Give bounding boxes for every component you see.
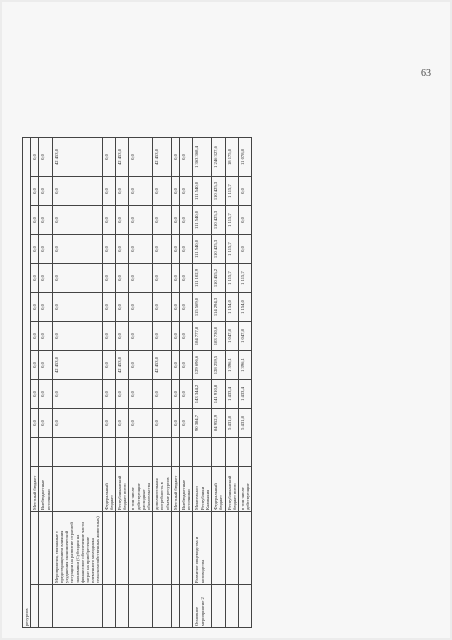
cell-activity: [180, 585, 193, 628]
cell-value: 0,0: [39, 206, 52, 235]
cell-activity: [116, 585, 129, 628]
cell-value: 0,0: [102, 293, 115, 322]
cell-value: 0,0: [102, 138, 115, 177]
cell-value: 0,0: [31, 138, 39, 177]
cell-value: [39, 438, 52, 467]
cell-value: 0,0: [39, 380, 52, 409]
cell-value: 0,0: [102, 351, 115, 380]
cell-value: 0,0: [31, 264, 39, 293]
cell-value: 0,0: [153, 264, 172, 293]
cell-value: 0,0: [129, 235, 153, 264]
cell-value: 11 078,8: [238, 138, 251, 177]
cell-value: 0,0: [129, 322, 153, 351]
cell-value: 0,0: [52, 409, 102, 438]
cell-value: 143 344,2: [193, 380, 212, 409]
cell-value: 1 047,8: [225, 322, 238, 351]
cell-value: 1 433,4: [238, 380, 251, 409]
cell-value: 110 425,3: [212, 235, 225, 264]
cell-value: 5 431,8: [238, 409, 251, 438]
cell-value: 129 696,6: [193, 351, 212, 380]
cell-value: 111 540,0: [193, 177, 212, 206]
page-number: 63: [421, 68, 431, 79]
cell-value: 0,0: [171, 409, 179, 438]
table-row: [116, 138, 129, 628]
cell-source: в том числе действующие: [238, 467, 251, 512]
cell-value: 0,0: [31, 351, 39, 380]
cell-value: 0,0: [171, 177, 179, 206]
table-row: [102, 138, 115, 628]
cell-value: 110 455,2: [212, 264, 225, 293]
cell-value: 1 047,8: [238, 322, 251, 351]
cell-value: 0,0: [39, 138, 52, 177]
cell-source: дополнительная потребность в объеме ресурсов: [153, 467, 172, 512]
cell-value: 0,0: [116, 264, 129, 293]
table-row: [153, 138, 172, 628]
cell-description: [238, 512, 251, 585]
table-row: [171, 138, 179, 628]
cell-value: 0,0: [31, 293, 39, 322]
cell-activity: [52, 585, 102, 628]
cell-source: Республиканский бюджет всего: [116, 467, 129, 512]
cell-value: 1 246 327,6: [212, 138, 225, 177]
cell-activity: [129, 585, 153, 628]
cell-value: 0,0: [116, 177, 129, 206]
cell-value: 0,0: [129, 293, 153, 322]
cell-activity: Основное мероприятие 2: [193, 585, 212, 628]
cell-value: 0,0: [129, 351, 153, 380]
cell-value: [129, 438, 153, 467]
cell-value: 0,0: [102, 177, 115, 206]
cell-value: 141 910,8: [212, 380, 225, 409]
cell-value: [238, 438, 251, 467]
cell-value: 111 540,0: [193, 206, 212, 235]
cell-value: 84 952,9: [212, 409, 225, 438]
cell-value: 0,0: [52, 293, 102, 322]
table-row: [52, 138, 102, 628]
cell-value: 128 259,5: [212, 351, 225, 380]
cell-value: 0,0: [153, 235, 172, 264]
cell-value: 0,0: [31, 322, 39, 351]
cell-value: 111 540,0: [193, 235, 212, 264]
cell-source: [52, 467, 102, 512]
cell-value: 0,0: [180, 235, 193, 264]
cell-value: 0,0: [102, 206, 115, 235]
cell-source: Федеральный бюджет: [212, 467, 225, 512]
cell-value: 0,0: [52, 235, 102, 264]
cell-value: 0,0: [31, 206, 39, 235]
cell-activity: [102, 585, 115, 628]
cell-value: 0,0: [31, 235, 39, 264]
cell-value: 110 425,3: [212, 177, 225, 206]
cell-value: 42 453,0: [52, 138, 102, 177]
cell-value: 0,0: [129, 206, 153, 235]
cell-value: 1 115,7: [225, 177, 238, 206]
cell-value: 0,0: [39, 235, 52, 264]
cell-value: 0,0: [102, 322, 115, 351]
header-fragment: ресурсов: [23, 138, 31, 628]
cell-value: 0,0: [39, 409, 52, 438]
cell-value: 0,0: [39, 351, 52, 380]
cell-value: 5 431,8: [225, 409, 238, 438]
cell-value: 0,0: [171, 264, 179, 293]
cell-value: 111 102,9: [193, 264, 212, 293]
table-row: [193, 138, 212, 628]
cell-source: в том числе действующие расходные обязательства: [129, 467, 153, 512]
cell-value: 0,0: [129, 380, 153, 409]
cell-value: 0,0: [116, 380, 129, 409]
cell-description: [102, 512, 115, 585]
cell-value: 42 453,0: [116, 138, 129, 177]
cell-value: 0,0: [116, 293, 129, 322]
table-row: [129, 138, 153, 628]
cell-description: [171, 512, 179, 585]
cell-value: 42 453,0: [116, 351, 129, 380]
cell-value: 0,0: [153, 206, 172, 235]
cell-description: [116, 512, 129, 585]
cell-value: 0,0: [31, 380, 39, 409]
cell-description: [212, 512, 225, 585]
cell-value: 1 433,4: [225, 380, 238, 409]
cell-description: [129, 512, 153, 585]
cell-value: [171, 438, 179, 467]
cell-description: [180, 512, 193, 585]
cell-value: 0,0: [31, 177, 39, 206]
cell-value: 0,0: [238, 206, 251, 235]
cell-value: 0,0: [52, 322, 102, 351]
cell-value: [116, 438, 129, 467]
cell-value: 0,0: [238, 177, 251, 206]
table-row: [39, 138, 52, 628]
cell-value: 0,0: [102, 264, 115, 293]
cell-value: 1 115,7: [238, 264, 251, 293]
cell-value: [180, 438, 193, 467]
cell-value: 0,0: [180, 322, 193, 351]
table-row: [180, 138, 193, 628]
cell-description: [153, 512, 172, 585]
cell-value: 0,0: [129, 409, 153, 438]
cell-value: [225, 438, 238, 467]
cell-value: 0,0: [171, 380, 179, 409]
cell-value: 0,0: [31, 409, 39, 438]
cell-value: 183 730,0: [212, 322, 225, 351]
cell-value: 0,0: [153, 322, 172, 351]
cell-value: 0,0: [39, 177, 52, 206]
cell-description: [39, 512, 52, 585]
cell-source: Минсельхоз Республики Калмыкия: [193, 467, 212, 512]
cell-value: 110 425,3: [212, 206, 225, 235]
cell-source: Внебюджетные источники: [180, 467, 193, 512]
cell-value: 0,0: [153, 293, 172, 322]
cell-value: 1 396,1: [238, 351, 251, 380]
cell-value: 0,0: [116, 235, 129, 264]
cell-activity: [212, 585, 225, 628]
cell-description: [31, 512, 39, 585]
cell-activity: [153, 585, 172, 628]
cell-value: 0,0: [180, 380, 193, 409]
cell-activity: [238, 585, 251, 628]
cell-value: 42 453,0: [153, 351, 172, 380]
cell-value: 0,0: [171, 206, 179, 235]
cell-value: 0,0: [129, 138, 153, 177]
cell-value: 184 777,8: [193, 322, 212, 351]
cell-source: Местный бюджет: [31, 467, 39, 512]
cell-description: Развитие овцеводства и козоводства: [193, 512, 212, 585]
cell-value: [52, 438, 102, 467]
cell-value: 1 115,7: [225, 206, 238, 235]
cell-value: 0,0: [180, 351, 193, 380]
cell-value: 115 569,0: [193, 293, 212, 322]
cell-value: 0,0: [52, 177, 102, 206]
cell-value: 0,0: [102, 409, 115, 438]
cell-description: Мероприятия, связанные с предотвращением влияния ухудшения экономической ситуации на развитие отраслей экономики (Субсидия на финансовое обеспечение части затрат на приобретение племенного молодняка сельскохозяйственных животных): [52, 512, 102, 585]
cell-value: 0,0: [171, 235, 179, 264]
cell-activity: [225, 585, 238, 628]
cell-value: 0,0: [171, 138, 179, 177]
cell-value: 114 294,3: [212, 293, 225, 322]
cell-value: 0,0: [180, 293, 193, 322]
cell-activity: [39, 585, 52, 628]
cell-value: 90 384,7: [193, 409, 212, 438]
cell-value: 1 363 368,4: [193, 138, 212, 177]
cell-value: [153, 438, 172, 467]
cell-source: Федеральный бюджет: [102, 467, 115, 512]
cell-value: 1 154,0: [238, 293, 251, 322]
table-row: [225, 138, 238, 628]
budget-table: [22, 137, 252, 628]
cell-value: 1 115,7: [225, 264, 238, 293]
cell-source: Местный бюджет: [171, 467, 179, 512]
cell-description: [225, 512, 238, 585]
cell-value: [102, 438, 115, 467]
cell-value: 0,0: [39, 264, 52, 293]
cell-value: 0,0: [171, 351, 179, 380]
cell-value: 0,0: [39, 322, 52, 351]
cell-value: 0,0: [116, 322, 129, 351]
table-row: [212, 138, 225, 628]
cell-value: 0,0: [102, 235, 115, 264]
cell-value: 0,0: [102, 380, 115, 409]
cell-value: 0,0: [180, 264, 193, 293]
cell-value: 0,0: [171, 293, 179, 322]
cell-value: 0,0: [52, 264, 102, 293]
table-row: [238, 138, 251, 628]
cell-value: 0,0: [116, 409, 129, 438]
cell-value: 0,0: [153, 380, 172, 409]
cell-value: 0,0: [238, 235, 251, 264]
cell-source: Внебюджетные источники: [39, 467, 52, 512]
cell-value: 0,0: [171, 322, 179, 351]
cell-value: [212, 438, 225, 467]
cell-value: 0,0: [180, 409, 193, 438]
cell-value: 1 396,1: [225, 351, 238, 380]
cell-value: 0,0: [180, 177, 193, 206]
cell-value: [193, 438, 212, 467]
cell-value: 42 453,0: [153, 138, 172, 177]
scanned-page: [2, 2, 450, 638]
cell-source: Республиканский бюджет всего: [225, 467, 238, 512]
cell-value: 18 175,0: [225, 138, 238, 177]
cell-value: 0,0: [52, 206, 102, 235]
cell-value: 0,0: [153, 177, 172, 206]
cell-value: 0,0: [116, 206, 129, 235]
header-fragment-row: [23, 138, 31, 628]
cell-activity: [171, 585, 179, 628]
cell-value: 42 453,0: [52, 351, 102, 380]
cell-value: 0,0: [129, 177, 153, 206]
cell-value: 0,0: [52, 380, 102, 409]
cell-activity: [31, 585, 39, 628]
cell-value: 0,0: [153, 409, 172, 438]
cell-value: 1 154,0: [225, 293, 238, 322]
table-row: [31, 138, 39, 628]
cell-value: 1 115,7: [225, 235, 238, 264]
cell-value: 0,0: [39, 293, 52, 322]
cell-value: 0,0: [180, 206, 193, 235]
cell-value: 0,0: [180, 138, 193, 177]
cell-value: 0,0: [129, 264, 153, 293]
cell-value: [31, 438, 39, 467]
rotated-table-area: [2, 2, 450, 638]
